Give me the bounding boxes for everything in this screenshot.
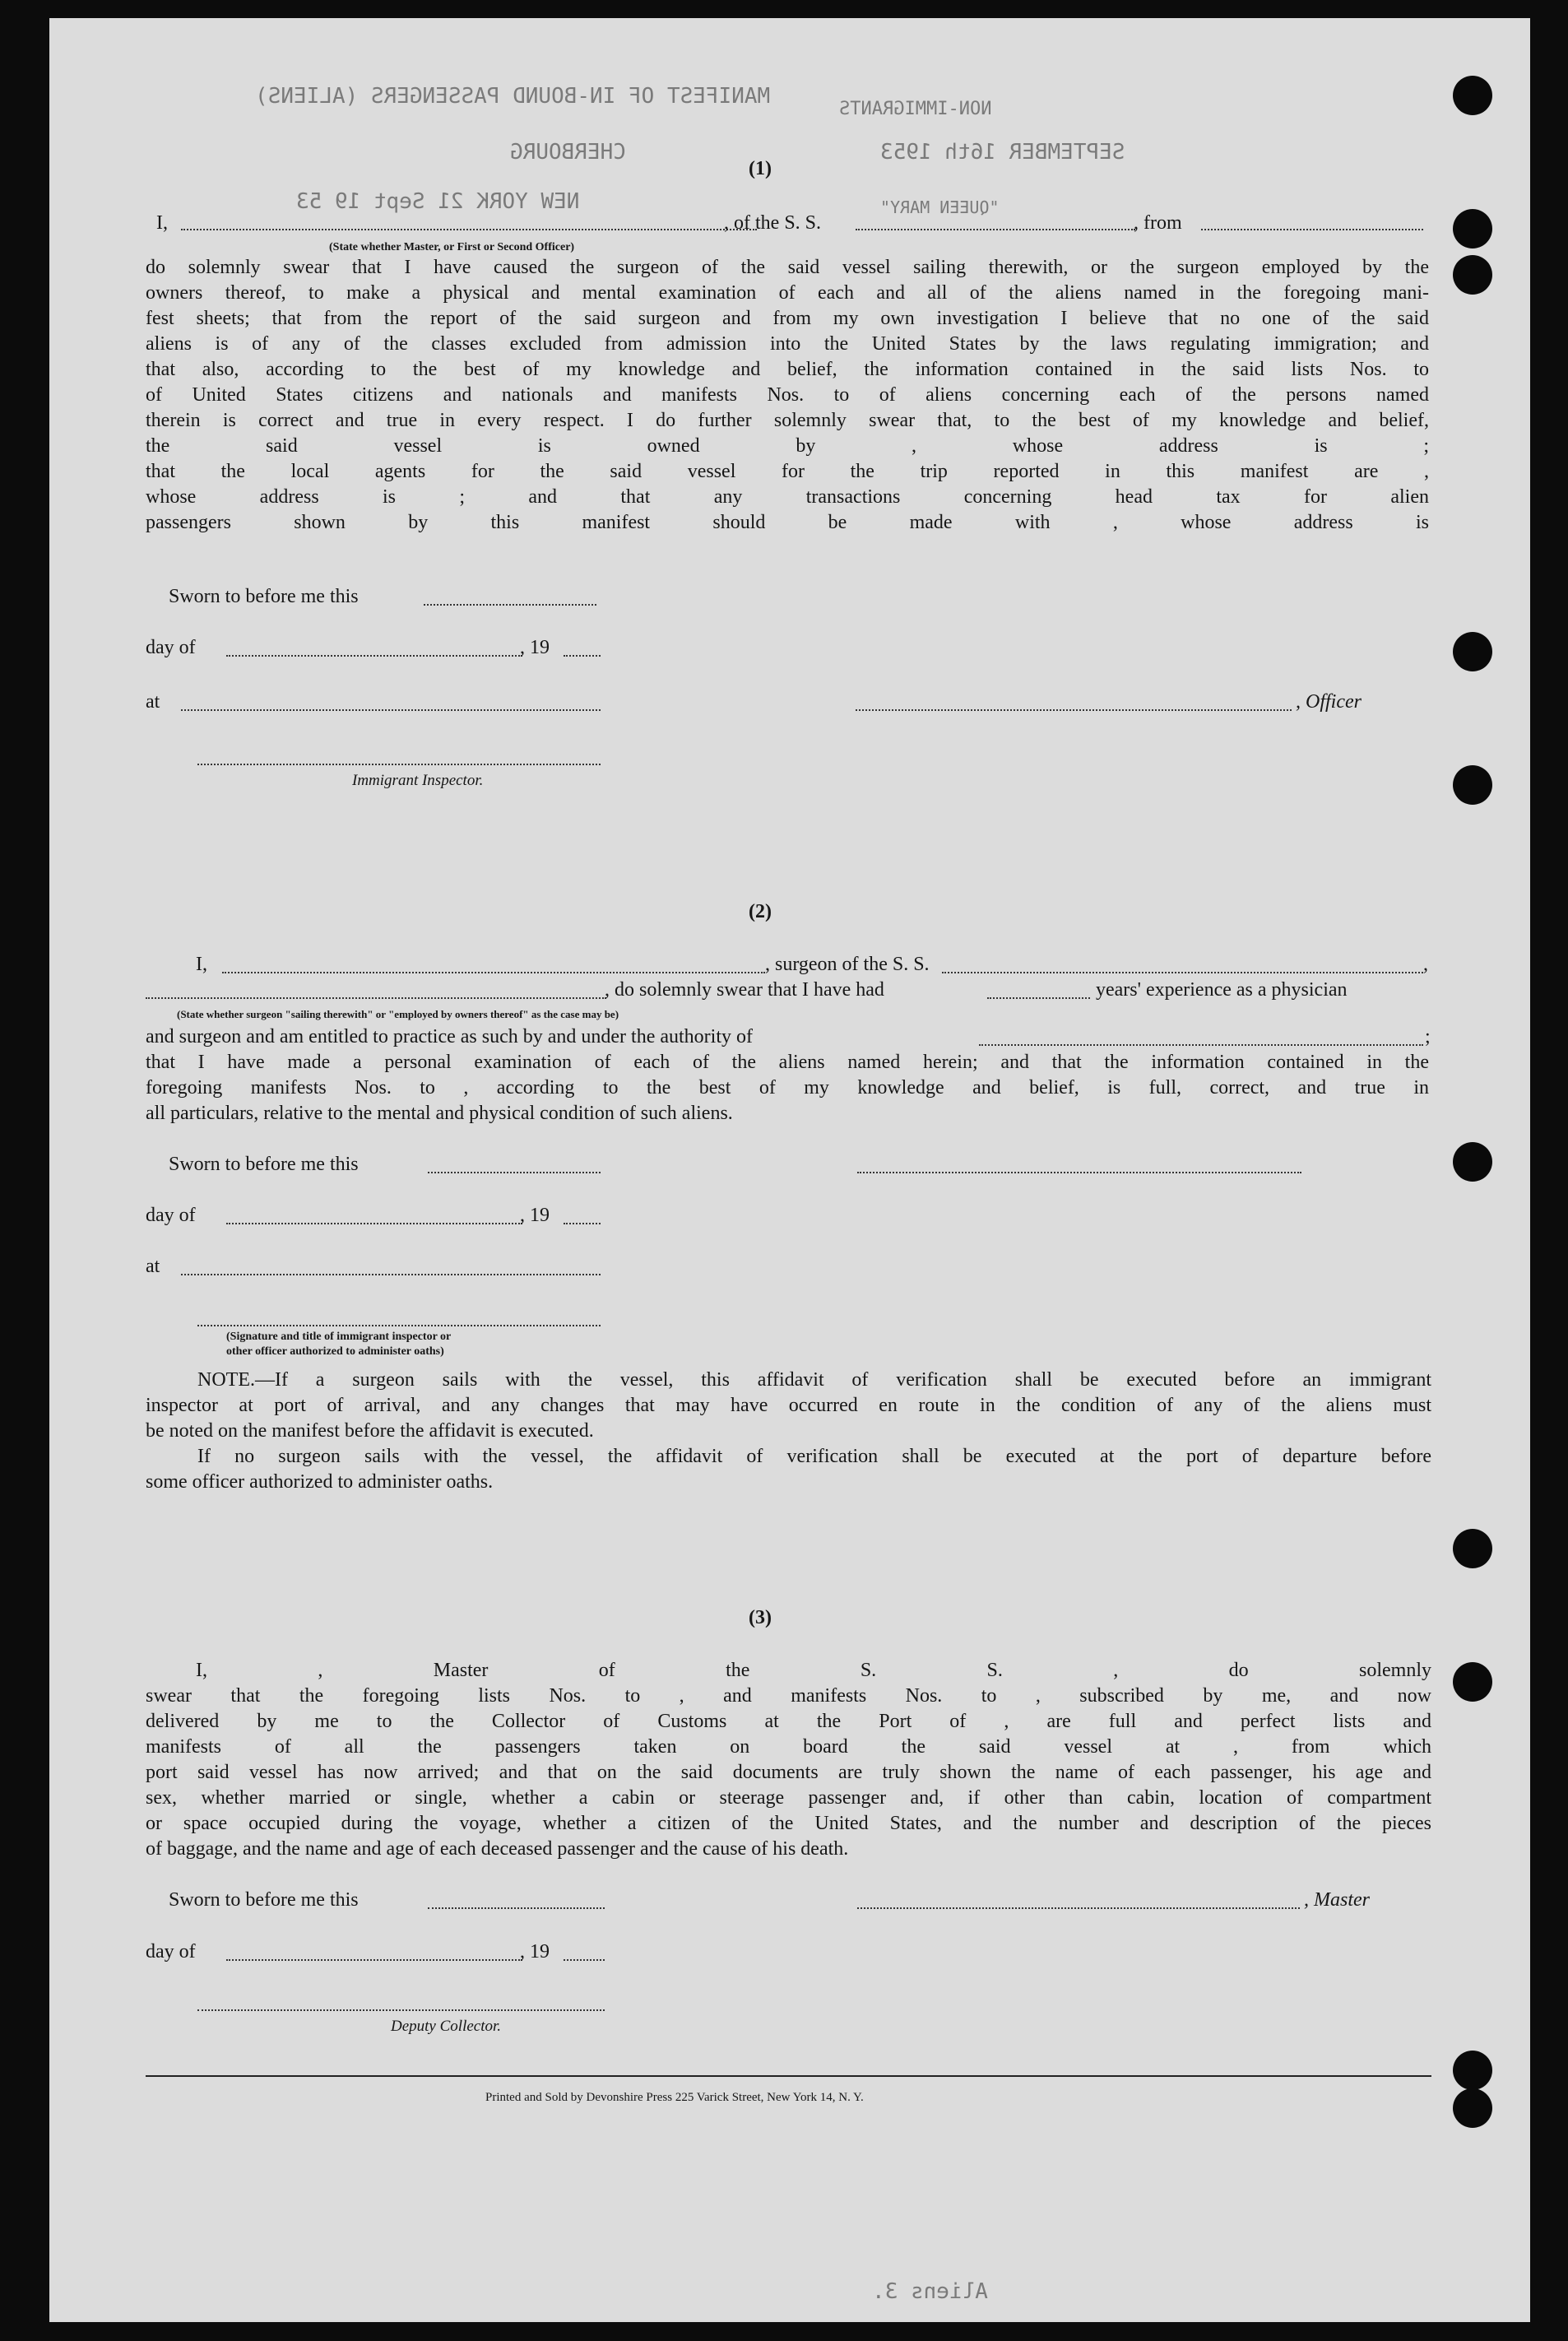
s2-sworn-date-field[interactable] bbox=[428, 1172, 601, 1173]
s3-line: delivered by me to the Collector of Customs at the Port of , are full and perfect lists and bbox=[146, 1711, 1431, 1732]
bleed-header-arrival: NEW YORK 21 Sept 19 53 bbox=[296, 189, 580, 214]
s1-officer-signature-field[interactable] bbox=[856, 709, 1292, 711]
s1-caption: (State whether Master, or First or Second Officer) bbox=[329, 241, 575, 253]
s1-year: , 19 bbox=[520, 637, 550, 658]
s1-line: owners thereof, to make a physical and mental examination of each and all of the aliens named in the foregoing mani- bbox=[146, 282, 1429, 304]
s3-line: sex, whether married or single, whether a cabin or steerage passenger and, if other than cabin, location of compartment bbox=[146, 1787, 1431, 1809]
s2-semicolon: ; bbox=[1425, 1026, 1431, 1047]
s2-years-field[interactable] bbox=[987, 997, 1090, 999]
s2-signature-field[interactable] bbox=[857, 1172, 1301, 1173]
s2-at: at bbox=[146, 1256, 160, 1277]
s1-line: that also, according to the best of my knowledge and belief, the information contained in the said lists Nos. to bbox=[146, 359, 1429, 380]
s1-at: at bbox=[146, 691, 160, 713]
s1-officer-name-field[interactable] bbox=[181, 229, 757, 230]
s1-vessel-field[interactable] bbox=[856, 229, 1135, 230]
s1-line: the said vessel is owned by , whose address is ; bbox=[146, 435, 1429, 457]
s1-line: do solemnly swear that I have caused the surgeon of the said vessel sailing therewith, or the surgeon employed by the bbox=[146, 257, 1429, 278]
s1-of-ss: , of the S. S. bbox=[724, 212, 822, 234]
manifest-page bbox=[49, 18, 1530, 2322]
s2-line: that I have made a personal examination of each of the aliens named herein; and that the information contained in the bbox=[146, 1052, 1429, 1073]
punch-hole bbox=[1453, 76, 1492, 115]
bleed-header-title: MANIFEST OF IN-BOUND PASSENGERS (ALIENS) bbox=[255, 84, 771, 109]
s3-year-field[interactable] bbox=[564, 1959, 605, 1961]
s1-line: of United States citizens and nationals and manifests Nos. to of aliens concerning each of the persons named bbox=[146, 384, 1429, 406]
section-3-number: (3) bbox=[749, 1607, 772, 1628]
s2-note-line: be noted on the manifest before the affidavit is executed. bbox=[146, 1420, 594, 1442]
s3-year: , 19 bbox=[520, 1941, 550, 1962]
s2-day-of: day of bbox=[146, 1205, 196, 1226]
s1-inspector-label: Immigrant Inspector. bbox=[352, 772, 484, 789]
s1-day-of: day of bbox=[146, 637, 196, 658]
section-2-number: (2) bbox=[749, 901, 772, 922]
s3-month-field[interactable] bbox=[226, 1959, 522, 1961]
s2-note-line: some officer authorized to administer oaths. bbox=[146, 1471, 494, 1493]
s2-surgeon-name-field[interactable] bbox=[222, 972, 765, 973]
bleed-header-port: CHERBOURG bbox=[510, 140, 626, 165]
s3-line: manifests of all the passengers taken on board the said vessel at , from which bbox=[146, 1736, 1431, 1758]
s3-sworn-date-field[interactable] bbox=[428, 1907, 605, 1909]
s1-at-field[interactable] bbox=[181, 709, 601, 711]
s2-at-field[interactable] bbox=[181, 1274, 601, 1275]
footer-rule bbox=[146, 2075, 1431, 2077]
section-1-number: (1) bbox=[749, 158, 772, 179]
bleed-header-ship: "QUEEN MARY" bbox=[880, 197, 1000, 217]
s1-from: , from bbox=[1134, 212, 1182, 234]
s1-line: whose address is ; and that any transactions concerning head tax for alien bbox=[146, 486, 1429, 508]
s3-master-signature-field[interactable] bbox=[857, 1907, 1300, 1909]
s2-month-field[interactable] bbox=[226, 1223, 522, 1224]
s3-sworn: Sworn to before me this bbox=[169, 1889, 359, 1911]
punch-hole bbox=[1453, 1662, 1492, 1702]
s2-note-line: If no surgeon sails with the vessel, the affidavit of verification shall be executed at the port of departure before bbox=[197, 1446, 1431, 1467]
s3-deputy-signature-field[interactable] bbox=[197, 2009, 605, 2011]
s3-line: port said vessel has now arrived; and that on the said documents are truly shown the name of each passenger, his age and bbox=[146, 1762, 1431, 1783]
printer-imprint: Printed and Sold by Devonshire Press 225 Varick Street, New York 14, N. Y. bbox=[485, 2091, 864, 2104]
s3-line: or space occupied during the voyage, whether a citizen of the United States, and the number and description of the pieces bbox=[146, 1813, 1431, 1834]
punch-hole bbox=[1453, 255, 1492, 295]
punch-hole bbox=[1453, 632, 1492, 671]
s1-line: passengers shown by this manifest should be made with , whose address is bbox=[146, 512, 1429, 533]
s2-note-line: inspector at port of arrival, and any changes that may have occurred en route in the condition of any of the aliens must bbox=[146, 1395, 1431, 1416]
s1-line: fest sheets; that from the report of the said surgeon and from my own investigation I believe that no one of the said bbox=[146, 308, 1429, 329]
s2-authority-field[interactable] bbox=[979, 1044, 1423, 1046]
s2-inspector-signature-field[interactable] bbox=[197, 1325, 601, 1326]
s1-from-field[interactable] bbox=[1201, 229, 1423, 230]
s1-officer-label: , Officer bbox=[1296, 691, 1362, 713]
punch-hole bbox=[1453, 2051, 1492, 2090]
s2-note-line: NOTE.—If a surgeon sails with the vessel, this affidavit of verification shall be executed before an immigrant bbox=[197, 1369, 1431, 1391]
bleed-footer: Aliens 3. bbox=[872, 2279, 988, 2304]
s2-comma: , bbox=[1423, 954, 1428, 975]
s2-line: foregoing manifests Nos. to , according to the best of my knowledge and belief, is full, correct, and true in bbox=[146, 1077, 1429, 1099]
punch-hole bbox=[1453, 765, 1492, 805]
s1-inspector-signature-field[interactable] bbox=[197, 764, 601, 765]
s2-swear-had: , do solemnly swear that I have had bbox=[605, 979, 884, 1001]
punch-hole bbox=[1453, 2088, 1492, 2128]
s3-line: I, , Master of the S. S. , do solemnly bbox=[196, 1660, 1431, 1681]
s1-year-field[interactable] bbox=[564, 655, 601, 657]
s1-i: I, bbox=[156, 212, 168, 234]
s2-surgeon-of: , surgeon of the S. S. bbox=[765, 954, 930, 975]
s1-line: aliens is of any of the classes excluded from admission into the United States by the laws regulating immigration; and bbox=[146, 333, 1429, 355]
s2-year: , 19 bbox=[520, 1205, 550, 1226]
s2-practice: and surgeon and am entitled to practice as such by and under the authority of bbox=[146, 1026, 753, 1047]
bleed-header-class: NON-IMMIGRANTS bbox=[839, 99, 992, 119]
punch-hole bbox=[1453, 1529, 1492, 1568]
s1-month-field[interactable] bbox=[226, 655, 522, 657]
s2-capacity-field[interactable] bbox=[146, 997, 606, 999]
s3-day-of: day of bbox=[146, 1941, 196, 1962]
s2-line: all particulars, relative to the mental and physical condition of such aliens. bbox=[146, 1103, 733, 1124]
s1-sworn-date-field[interactable] bbox=[424, 604, 596, 606]
s2-sworn: Sworn to before me this bbox=[169, 1154, 359, 1175]
s2-year-field[interactable] bbox=[564, 1223, 601, 1224]
s2-years-label: years' experience as a physician bbox=[1096, 979, 1348, 1001]
s1-line: therein is correct and true in every respect. I do further solemnly swear that, to the best of my knowledge and belief, bbox=[146, 410, 1429, 431]
bleed-header-date: SEPTEMBER 16th 1953 bbox=[880, 140, 1125, 165]
s3-deputy-label: Deputy Collector. bbox=[391, 2018, 502, 2035]
punch-hole bbox=[1453, 1142, 1492, 1182]
s1-sworn: Sworn to before me this bbox=[169, 586, 359, 607]
s1-line: that the local agents for the said vessel for the trip reported in this manifest are , bbox=[146, 461, 1429, 482]
s3-master-label: , Master bbox=[1304, 1889, 1370, 1911]
s2-i: I, bbox=[196, 954, 207, 975]
s2-caption: (State whether surgeon "sailing therewith" or "employed by owners thereof" as the case may be) bbox=[177, 1008, 619, 1020]
s3-line: of baggage, and the name and age of each deceased passenger and the cause of his death. bbox=[146, 1838, 849, 1860]
punch-hole bbox=[1453, 209, 1492, 248]
s2-caption-a: (Signature and title of immigrant inspector or bbox=[226, 1331, 452, 1343]
s2-caption-b: other officer authorized to administer oaths) bbox=[226, 1345, 444, 1358]
s2-vessel-field[interactable] bbox=[942, 972, 1423, 973]
s3-line: swear that the foregoing lists Nos. to , and manifests Nos. to , subscribed by me, and now bbox=[146, 1685, 1431, 1707]
